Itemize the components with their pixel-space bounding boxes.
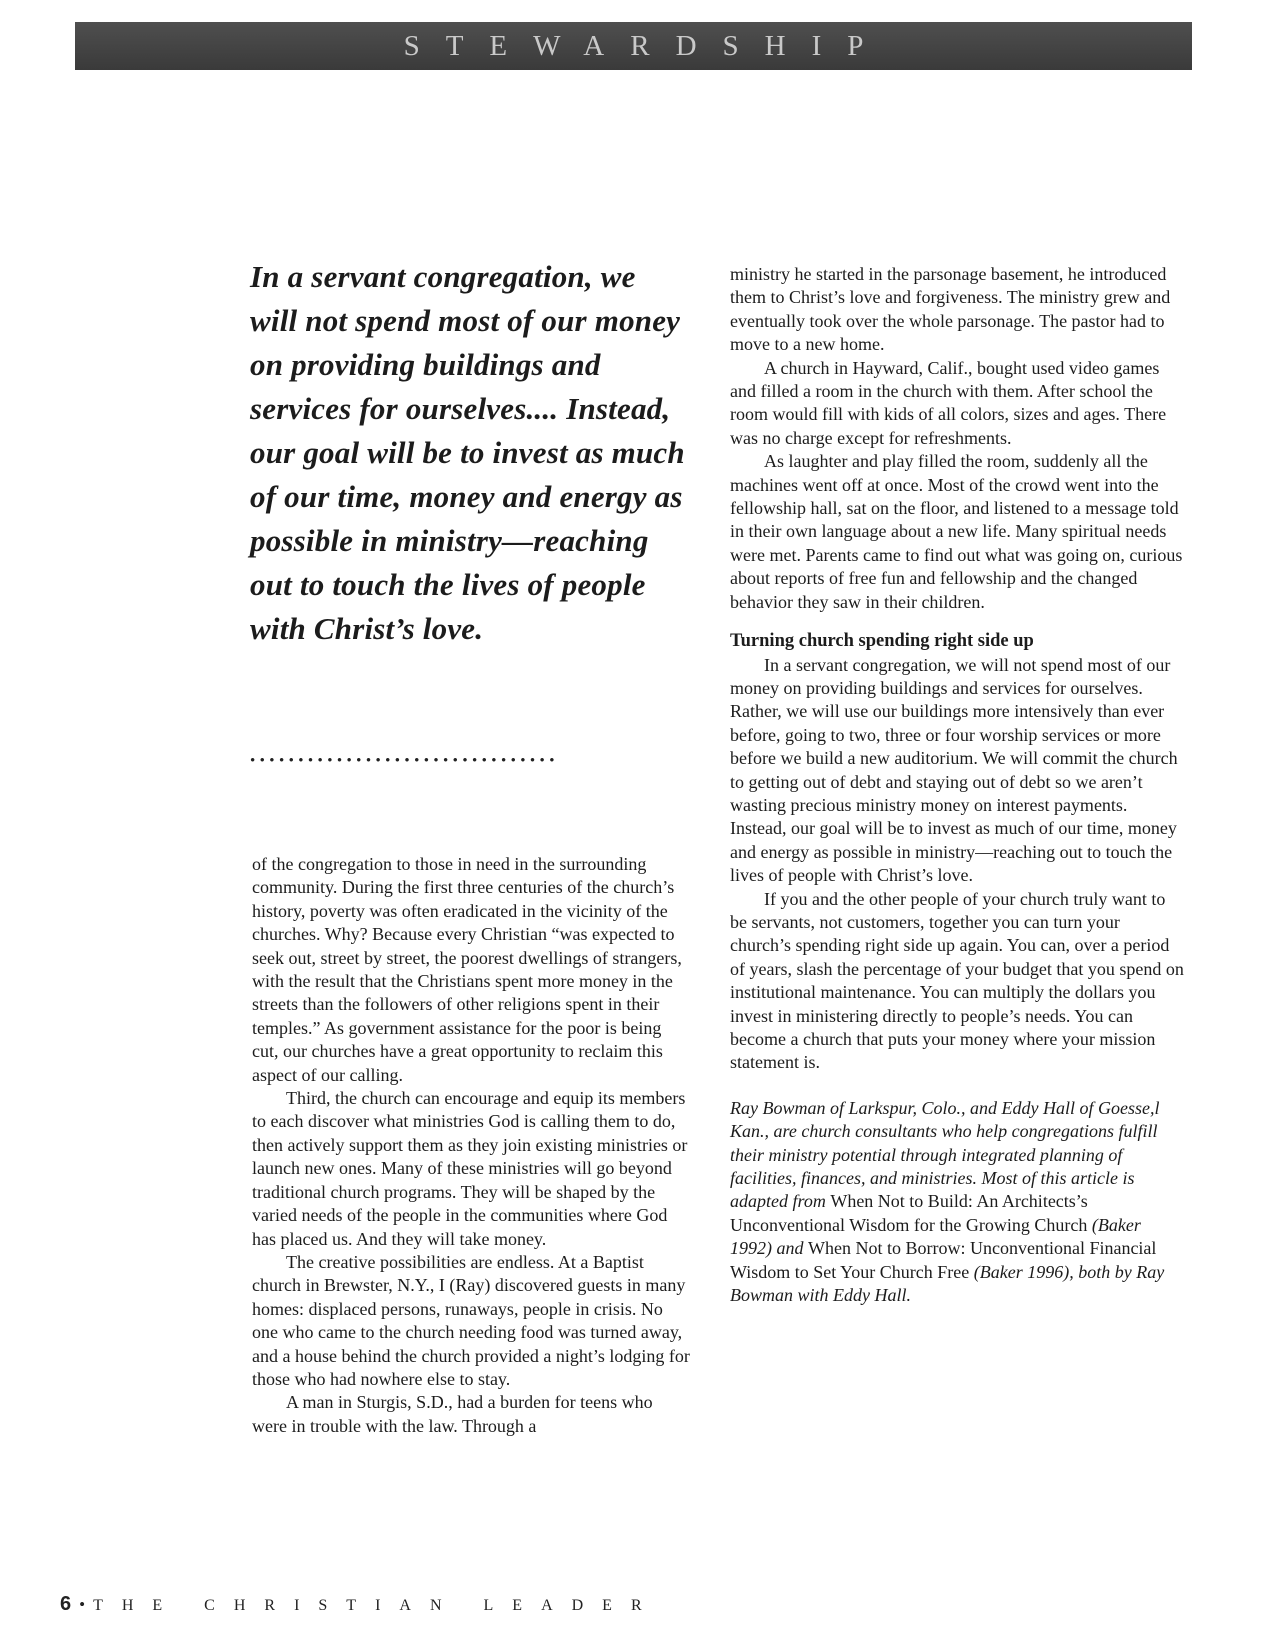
paragraph: A man in Sturgis, S.D., had a burden for teens who were in trouble with the law. Through a (252, 1392, 653, 1436)
footer-bullet: • (79, 1595, 86, 1614)
book-publisher-2: (Baker 1996), both by Ray Bowman with Eddy Hall. (730, 1261, 1165, 1306)
paragraph: The creative possibilities are endless. At a Baptist church in Brewster, N.Y., I (Ray) discovered guests in many homes: displaced persons, runaways, people in crisis. No one who came to the church needing food was turned away, and a house behind the church provided a night’s lodging for those who had nowhere else to stay. (252, 1251, 690, 1389)
section-title: STEWARDSHIP (403, 29, 890, 62)
book-title-1: When Not to Build: An Architects’s Unconventional Wisdom for the Growing Church (730, 1191, 1088, 1235)
book-title-2: When Not to Borrow: Unconventional Financial Wisdom to Set Your Church Free (730, 1238, 1157, 1282)
book-publisher-1: (Baker 1992) and (730, 1214, 1141, 1259)
page-number: 6 (60, 1593, 72, 1615)
subheading: Turning church spending right side up (730, 631, 1034, 652)
right-column (730, 263, 1185, 1307)
paragraph: of the congregation to those in need in the surrounding community. During the first three centuries of the church’s history, poverty was often eradicated in the vicinity of the churches. Why? Because every Christian “was expected to seek out, street by street, the poorest dwellings of strangers, with the result that the Christians spent more money in the streets than the followers of other religions spent in their temples.” As government assistance for the poor is being cut, our churches have a great opportunity to reclaim this aspect of our calling. (252, 854, 682, 1085)
magazine-name: THE CHRISTIAN LEADER (93, 1597, 661, 1614)
pull-quote: In a servant congregation, we will not spend most of our money on providing buildings and services for ourselves.... Instead, our goal will be to invest as much of our time, money and energy as possible in ministry—reaching out to touch the lives of people with Christ’s love. (250, 259, 685, 646)
paragraph: A church in Hayward, Calif., bought used video games and filled a room in the church with them. After school the room would fill with kids of all colors, sizes and ages. There was no charge except for refreshments. (730, 357, 1167, 448)
paragraph: ministry he started in the parsonage basement, he introduced them to Christ’s love and forgiveness. The ministry grew and eventually took over the whole parsonage. The pastor had to move to a new home. (730, 264, 1171, 355)
left-column (252, 853, 692, 1438)
pull-quote-divider: •••••••••••••••••••••••••••••••• (250, 753, 559, 769)
author-bio (730, 1097, 1185, 1308)
page-footer (60, 1593, 661, 1616)
bio-intro: Ray Bowman of Larkspur, Colo., and Eddy Hall of Goesse,l Kan., are church consultants who help congregations fulfill their ministry potential through integrated planning of facilities, finances, and ministries. Most of this article is adapted from (730, 1097, 1160, 1212)
paragraph: As laughter and play filled the room, suddenly all the machines went off at once. Most of the crowd went into the fellowship hall, sat on the floor, and listened to a message told in their own language about a new life. Many spiritual needs were met. Parents came to find out what was going on, curious about reports of free fun and fellowship and the changed behavior they saw in their children. (730, 451, 1183, 612)
paragraph: In a servant congregation, we will not spend most of our money on providing buildings and services for ourselves. Rather, we will use our buildings more intensively than ever before, going to two, three or four worship services or more before we build a new auditorium. We will commit the church to getting out of debt and staying out of debt so we aren’t wasting precious ministry money on interest payments. Instead, our goal will be to invest as much of our time, money and energy as possible in ministry—reaching out to touch the lives of people with Christ’s love. (730, 654, 1178, 886)
paragraph: If you and the other people of your church truly want to be servants, not customers, together you can turn your church’s spending right side up again. You can, over a period of years, slash the percentage of your budget that you spend on institutional maintenance. You can multiply the dollars you invest in ministering directly to people’s needs. You can become a church that puts your money where your mission statement is. (730, 888, 1184, 1073)
section-banner (75, 22, 1192, 70)
paragraph: Third, the church can encourage and equip its members to each discover what ministries God is calling them to do, then actively support them as they join existing ministries or launch new ones. Many of these ministries will go beyond traditional church programs. They will be shaped by the varied needs of the people in the communities where God has placed us. And they will take money. (252, 1088, 688, 1249)
